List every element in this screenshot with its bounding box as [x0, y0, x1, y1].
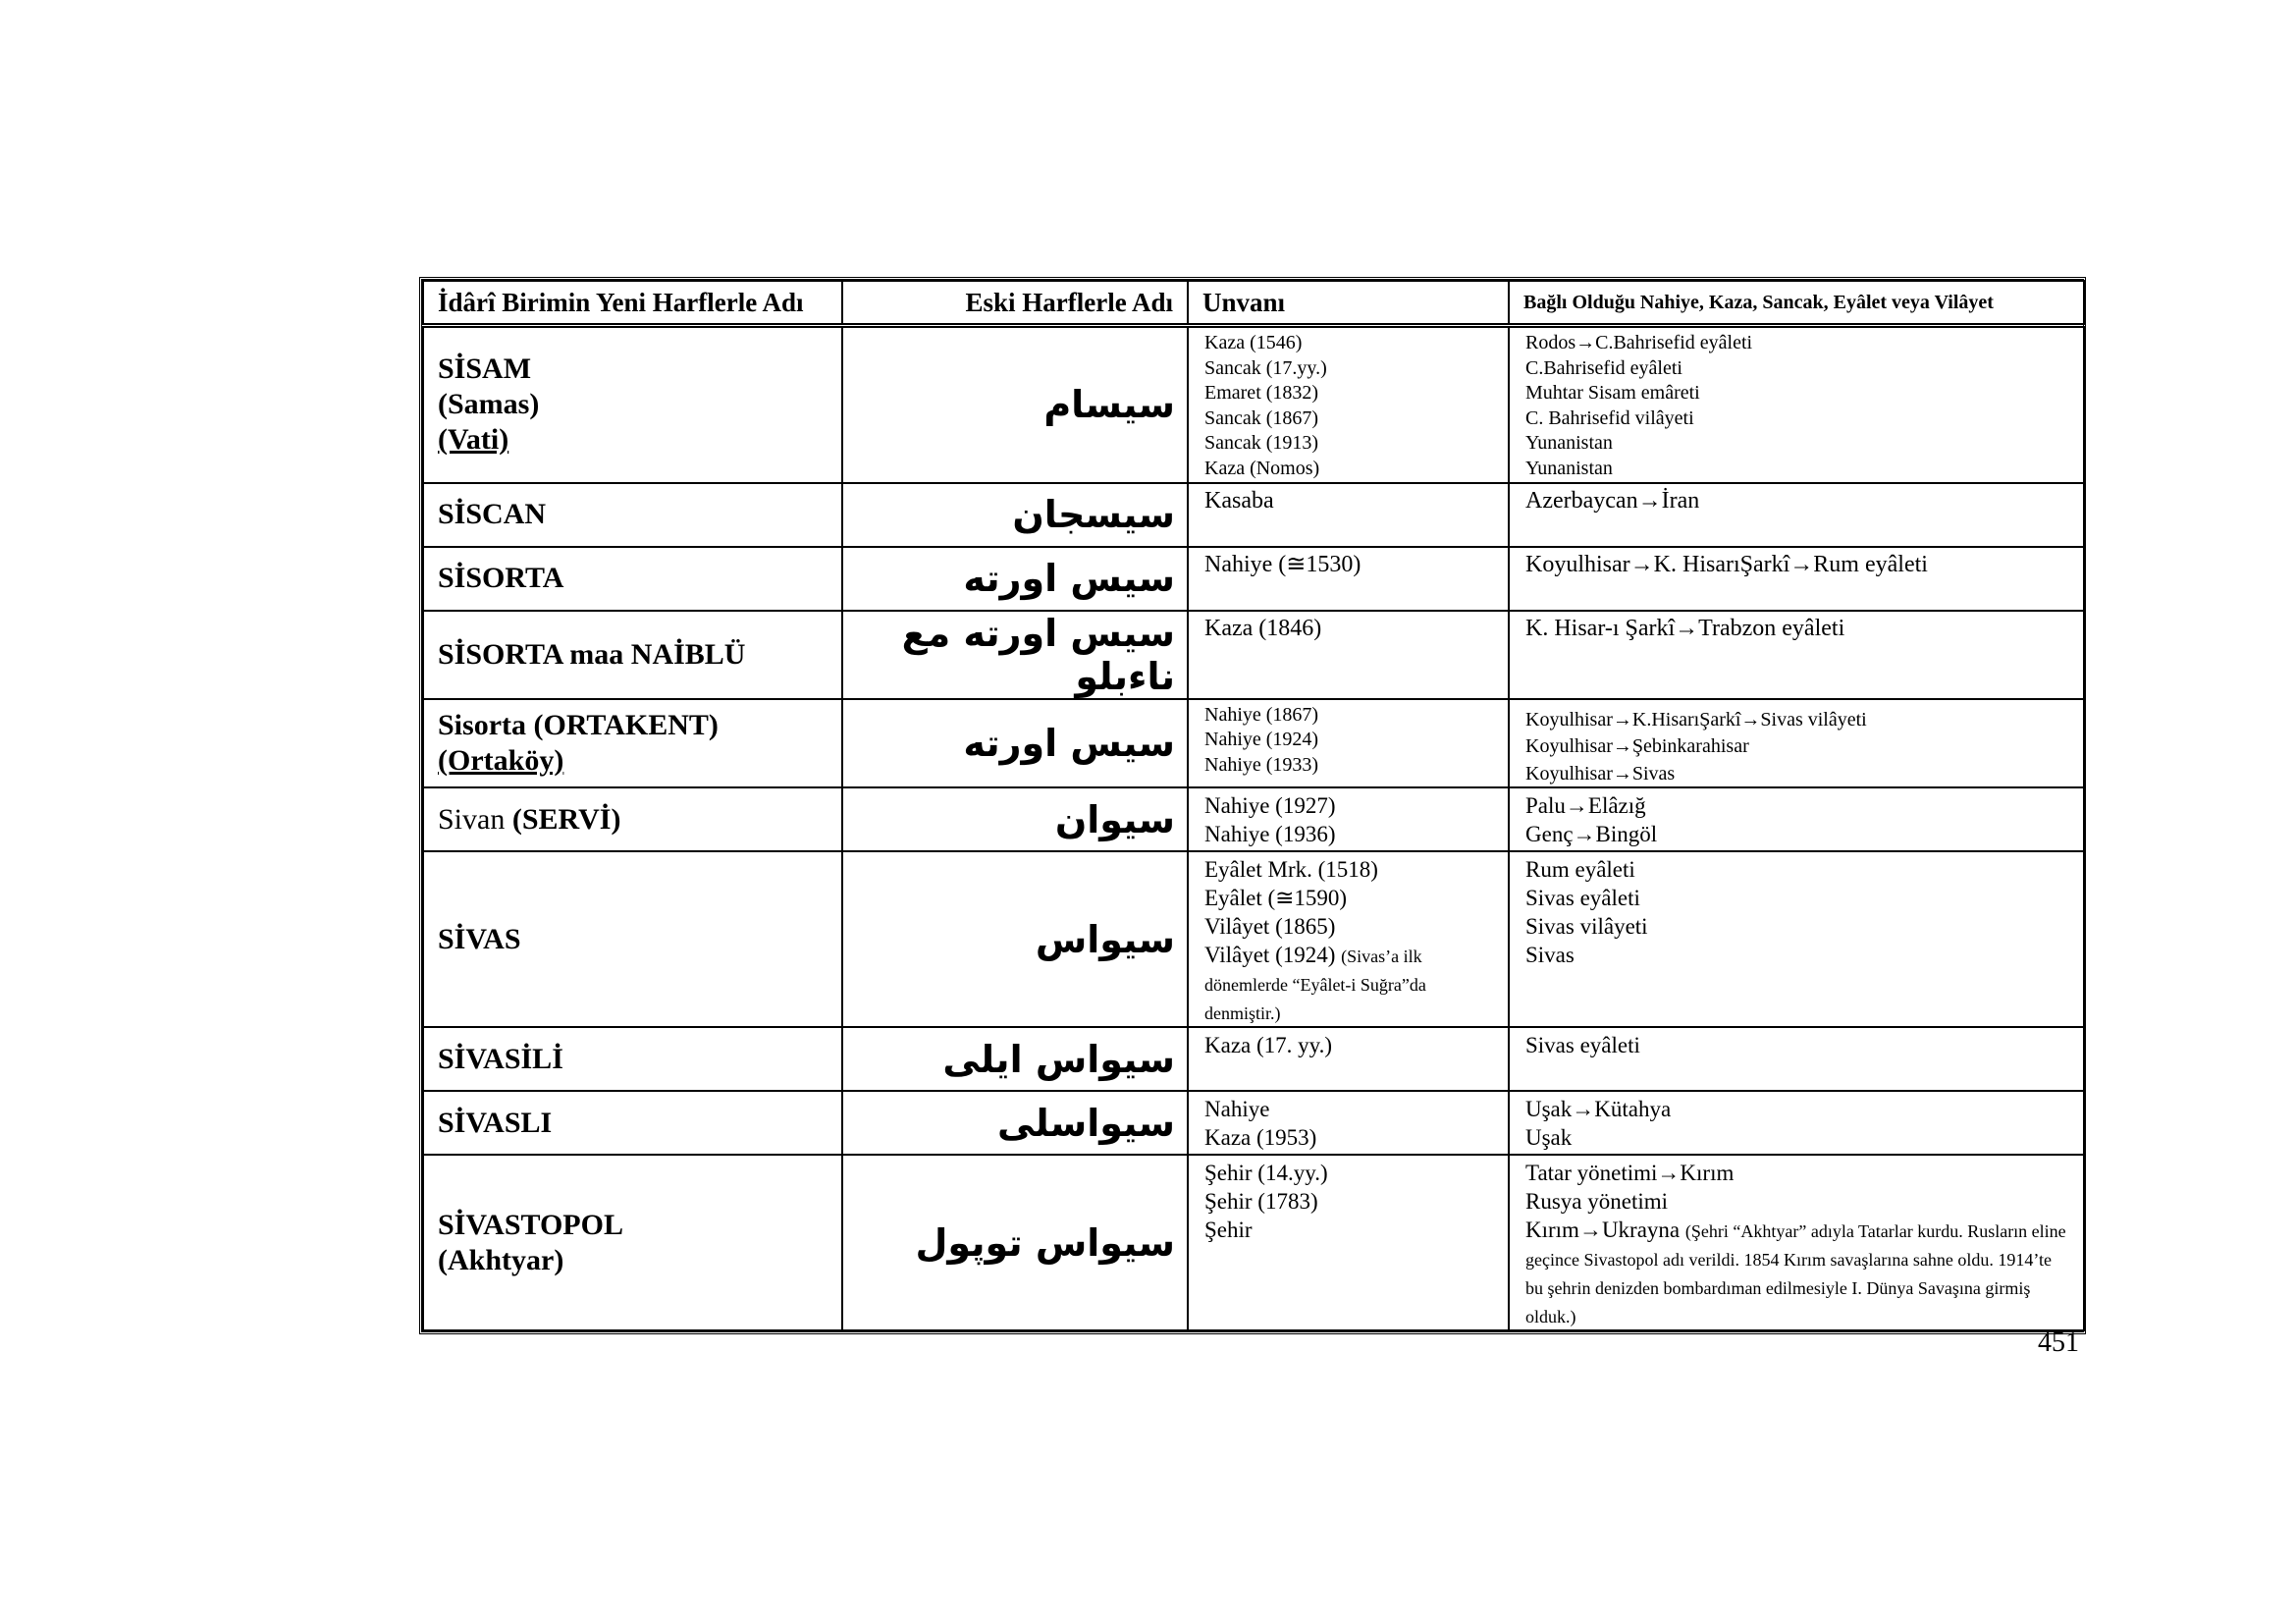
title-cell [1188, 851, 1509, 1027]
title-cell [1188, 1091, 1509, 1155]
affiliation-line: Koyulhisar→Sivas [1525, 762, 1676, 785]
name-line: (Ortaköy) [438, 743, 564, 777]
affiliation-line: Sivas [1525, 943, 1575, 967]
new-name-cell [423, 699, 842, 788]
affiliation-line: C. Bahrisefid vilâyeti [1525, 406, 1694, 429]
name-line: (Samas) [438, 388, 540, 421]
table-row [423, 326, 2084, 483]
table-row [423, 699, 2084, 788]
old-name-cell: سيس اورته مع ناءبلو [842, 611, 1188, 699]
title-line: Kaza (17. yy.) [1204, 1033, 1333, 1057]
header-old-name: Eski Harflerle Adı [842, 281, 1188, 326]
title-line: Sancak (1913) [1204, 432, 1319, 454]
old-name-cell: سيس اورته [842, 699, 1188, 788]
old-name-cell: سيواس توپول [842, 1155, 1188, 1330]
affiliation-line: Sivas vilâyeti [1525, 914, 1648, 939]
page-number: 451 [2038, 1327, 2079, 1358]
title-line: Kasaba [1204, 487, 1274, 514]
old-name-cell: سيوان [842, 787, 1188, 851]
affiliation-line: Rum eyâleti [1525, 857, 1635, 882]
table-row [423, 1091, 2084, 1155]
name-line: SİSORTA maa NAİBLÜ [438, 637, 746, 671]
new-name-cell [423, 547, 842, 611]
title-note: (Sivas’a ilk dönemlerde “Eyâlet-i Suğra”da denmiştir.) [1204, 947, 1426, 1023]
affiliation-cell [1509, 611, 2084, 699]
title-cell [1188, 787, 1509, 851]
affiliation-line: Uşak→Kütahya [1525, 1097, 1672, 1121]
affiliation-line: Rodos→C.Bahrisefid eyâleti [1525, 332, 1753, 353]
affiliation-line: Sivas eyâleti [1525, 886, 1640, 910]
affiliation-line: Koyulhisar→K. HisarıŞarkî→Rum eyâleti [1525, 551, 1928, 577]
table-row [423, 851, 2084, 1027]
title-cell [1188, 611, 1509, 699]
title-line: Şehir (14.yy.) [1204, 1161, 1328, 1185]
title-line: Kaza (1953) [1204, 1125, 1317, 1150]
table-row [423, 611, 2084, 699]
name-plain: Sivan [438, 802, 506, 836]
affiliation-cell [1509, 1091, 2084, 1155]
affiliation-line: Palu→Elâzığ [1525, 793, 1646, 818]
new-name-cell [423, 1091, 842, 1155]
title-line: Nahiye (1867) [1204, 703, 1319, 726]
affiliation-line: Kırım→Ukrayna [1525, 1218, 1681, 1242]
title-line: Kaza (1846) [1204, 615, 1322, 641]
title-cell [1188, 1155, 1509, 1330]
affiliation-line: Yunanistan [1525, 432, 1613, 454]
title-cell [1188, 699, 1509, 788]
affiliation-line: K. Hisar-ı Şarkî→Trabzon eyâleti [1525, 615, 1845, 641]
old-name-cell: سيسام [842, 326, 1188, 483]
title-line: Nahiye (1933) [1204, 753, 1319, 776]
old-name-cell: سيواسلى [842, 1091, 1188, 1155]
title-line: Emaret (1832) [1204, 382, 1319, 404]
affiliation-line: Rusya yönetimi [1525, 1189, 1669, 1214]
affiliation-line: Genç→Bingöl [1525, 822, 1658, 846]
affiliation-cell [1509, 1155, 2084, 1330]
affiliation-cell [1509, 851, 2084, 1027]
new-name-cell [423, 1027, 842, 1091]
name-line: SİVASİLİ [438, 1042, 563, 1075]
title-line: Nahiye (1924) [1204, 729, 1319, 750]
title-line: Kaza (1546) [1204, 332, 1303, 353]
new-name-cell [423, 611, 842, 699]
name-line: (Akhtyar) [438, 1243, 564, 1276]
title-line: Şehir (1783) [1204, 1189, 1318, 1214]
title-line: Nahiye (1927) [1204, 793, 1336, 818]
title-line: Nahiye [1204, 1097, 1270, 1121]
old-name-cell: سيواس [842, 851, 1188, 1027]
affiliation-line: Koyulhisar→K.HisarıŞarkî→Sivas vilâyeti [1525, 708, 1867, 731]
title-line: Eyâlet (≅1590) [1204, 886, 1348, 910]
affiliation-cell [1509, 483, 2084, 547]
title-cell [1188, 326, 1509, 483]
table-row [423, 547, 2084, 611]
name-line: SİVASTOPOL [438, 1208, 623, 1241]
affiliation-line: Tatar yönetimi→Kırım [1525, 1161, 1735, 1185]
table-header [423, 281, 2084, 326]
affiliation-cell [1509, 547, 2084, 611]
gazetteer-table [422, 280, 2085, 1331]
title-line: Şehir [1204, 1218, 1253, 1242]
new-name-cell [423, 787, 842, 851]
affiliation-note: (Şehri “Akhtyar” adıyla Tatarlar kurdu. Rusların eline geçince Sivastopol adı verildi. 1854 Kırım savaşlarına sahne oldu. 1914’te bu şehrin denizden bombardıman edilmesiyle I. Dünya Savaşına girmiş olduk.) [1525, 1221, 2066, 1326]
title-line: Eyâlet Mrk. (1518) [1204, 857, 1378, 882]
title-cell [1188, 547, 1509, 611]
header-row [423, 281, 2084, 326]
affiliation-cell [1509, 326, 2084, 483]
affiliation-line: Muhtar Sisam emâreti [1525, 382, 1700, 404]
header-affiliation: Bağlı Olduğu Nahiye, Kaza, Sancak, Eyâlet veya Vilâyet [1509, 281, 2084, 326]
name-line: Sisorta (ORTAKENT) [438, 708, 719, 741]
title-line: Nahiye (≅1530) [1204, 551, 1362, 577]
gazetteer-table-frame [419, 277, 2086, 1334]
new-name-cell [423, 326, 842, 483]
table-body [423, 326, 2084, 1331]
affiliation-cell [1509, 699, 2084, 788]
affiliation-line: Sivas eyâleti [1525, 1033, 1640, 1057]
affiliation-line: Yunanistan [1525, 457, 1613, 479]
name-line: SİSAM [438, 352, 532, 386]
affiliation-line: C.Bahrisefid eyâleti [1525, 356, 1682, 379]
name-line: SİSORTA [438, 562, 564, 594]
title-cell [1188, 483, 1509, 547]
name-line: SİVASLI [438, 1106, 553, 1139]
old-name-cell: سيواس ايلى [842, 1027, 1188, 1091]
table-row [423, 787, 2084, 851]
table-row [423, 483, 2084, 547]
title-line: Nahiye (1936) [1204, 822, 1336, 846]
new-name-cell [423, 851, 842, 1027]
affiliation-line: Uşak [1525, 1125, 1573, 1150]
affiliation-cell [1509, 1027, 2084, 1091]
title-line: Kaza (Nomos) [1204, 457, 1320, 479]
name-line: SİVAS [438, 922, 521, 955]
title-line: Sancak (17.yy.) [1204, 356, 1327, 379]
title-line: Sancak (1867) [1204, 406, 1319, 429]
old-name-cell: سيس اورته [842, 547, 1188, 611]
affiliation-line: Azerbaycan→İran [1525, 487, 1700, 514]
header-title: Unvanı [1188, 281, 1509, 326]
new-name-cell [423, 1155, 842, 1330]
title-line: Vilâyet (1865) [1204, 914, 1336, 939]
name-line: SİSCAN [438, 498, 547, 530]
table-row [423, 1155, 2084, 1330]
title-line: Vilâyet (1924) [1204, 943, 1336, 967]
title-cell [1188, 1027, 1509, 1091]
affiliation-line: Koyulhisar→Şebinkarahisar [1525, 735, 1749, 757]
name-line: (Vati) [438, 423, 509, 457]
header-new-name: İdârî Birimin Yeni Harflerle Adı [423, 281, 842, 326]
name-bold: (SERVİ) [511, 802, 621, 836]
affiliation-cell [1509, 787, 2084, 851]
old-name-cell: سيسجان [842, 483, 1188, 547]
new-name-cell [423, 483, 842, 547]
table-row [423, 1027, 2084, 1091]
